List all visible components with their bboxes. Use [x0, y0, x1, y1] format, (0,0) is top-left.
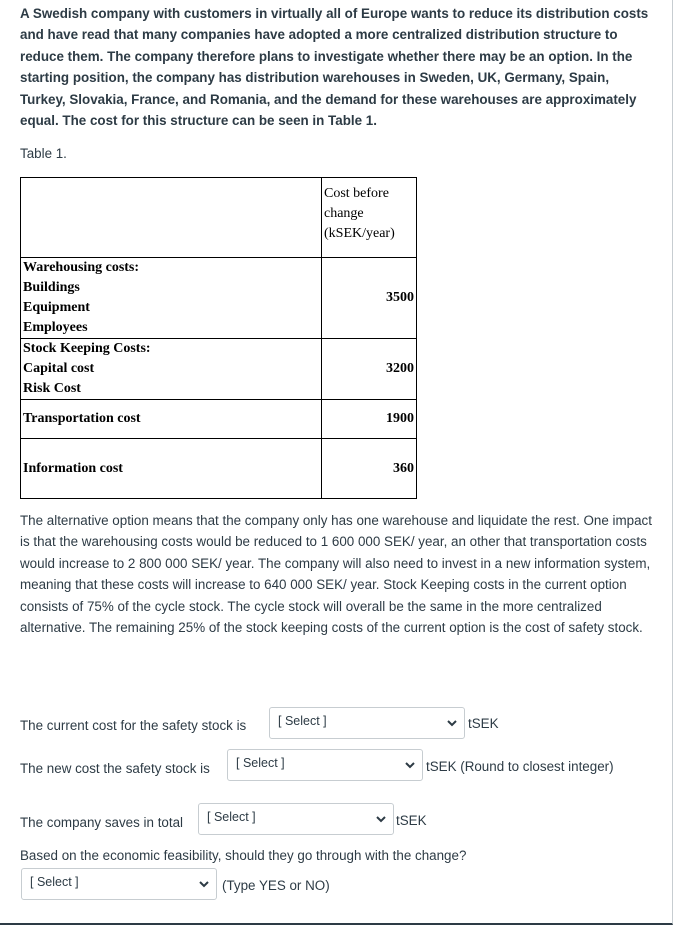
q2-prompt: The new cost the safety stock is — [20, 761, 210, 776]
table-row — [21, 258, 417, 339]
chevron-down-icon — [404, 759, 416, 771]
row-label: Risk Cost — [23, 381, 81, 396]
chevron-down-icon — [446, 717, 458, 729]
table-caption: Table 1. — [20, 146, 67, 161]
row-label: Employees — [23, 320, 88, 335]
table-row — [21, 339, 417, 400]
q3-unit: tSEK — [396, 813, 427, 828]
q4-prompt: Based on the economic feasibility, should they go through with the change? — [20, 848, 467, 863]
q1-select[interactable] — [269, 707, 465, 739]
row-label: Capital cost — [23, 361, 95, 376]
row-label: Equipment — [23, 300, 90, 315]
row-value: 1900 — [322, 400, 417, 439]
q2-unit: tSEK (Round to closest integer) — [426, 759, 614, 774]
q3-prompt: The company saves in total — [20, 815, 184, 830]
row-value: 3500 — [322, 258, 417, 339]
row-label: Transportation cost — [23, 411, 141, 426]
q1-select-value: [ Select ] — [278, 714, 327, 728]
alternative-paragraph: The alternative option means that the company only has one warehouse and liquidate the rest. One impact is that the warehousing costs would be reduced to 1 600 000 SEK/ year, an other that transportation costs would increase to 2 800 000 SEK/ year. The company will also need to invest in a new information system, meaning that these costs will increase to 640 000 SEK/ year. Stock Keeping costs in the current option consists of 75% of the cycle stock. The cycle stock will overall be the same in the more centralized alternative. The remaining 25% of the stock keeping costs of the current option is the cost of safety stock. — [20, 513, 652, 636]
cost-table — [20, 177, 417, 499]
table-row — [21, 439, 417, 499]
q1-prompt: The current cost for the safety stock is — [20, 718, 247, 733]
q4-select-value: [ Select ] — [30, 875, 79, 889]
q3-select-value: [ Select ] — [207, 810, 256, 824]
q4-hint: (Type YES or NO) — [222, 878, 330, 893]
q3-select[interactable] — [198, 803, 394, 835]
q1-unit: tSEK — [468, 716, 499, 731]
chevron-down-icon — [375, 813, 387, 825]
row-label: Buildings — [23, 280, 80, 295]
q2-select-value: [ Select ] — [236, 756, 285, 770]
row-value: 360 — [322, 439, 417, 499]
row-label: Stock Keeping Costs: — [23, 341, 151, 356]
row-label: Warehousing costs: — [23, 260, 140, 275]
table-header-row — [21, 178, 417, 258]
intro-paragraph: A Swedish company with customers in virtually all of Europe wants to reduce its distribution costs and have read that many companies have adopted a more centralized distribution structure to reduce them. The company therefore plans to investigate whether there may be an option. In the starting position, the company has distribution warehouses in Sweden, UK, Germany, Spain, Turkey, Slovakia, France, and Romania, and the demand for these warehouses are approximately equal. The cost for this structure can be seen in Table 1. — [20, 6, 649, 129]
row-value: 3200 — [322, 339, 417, 400]
q4-select[interactable] — [21, 868, 217, 900]
chevron-down-icon — [198, 878, 210, 890]
q2-select[interactable] — [227, 749, 423, 781]
row-label: Information cost — [23, 460, 123, 476]
table-header: Cost before change (kSEK/year) — [324, 186, 395, 241]
table-row — [21, 400, 417, 439]
